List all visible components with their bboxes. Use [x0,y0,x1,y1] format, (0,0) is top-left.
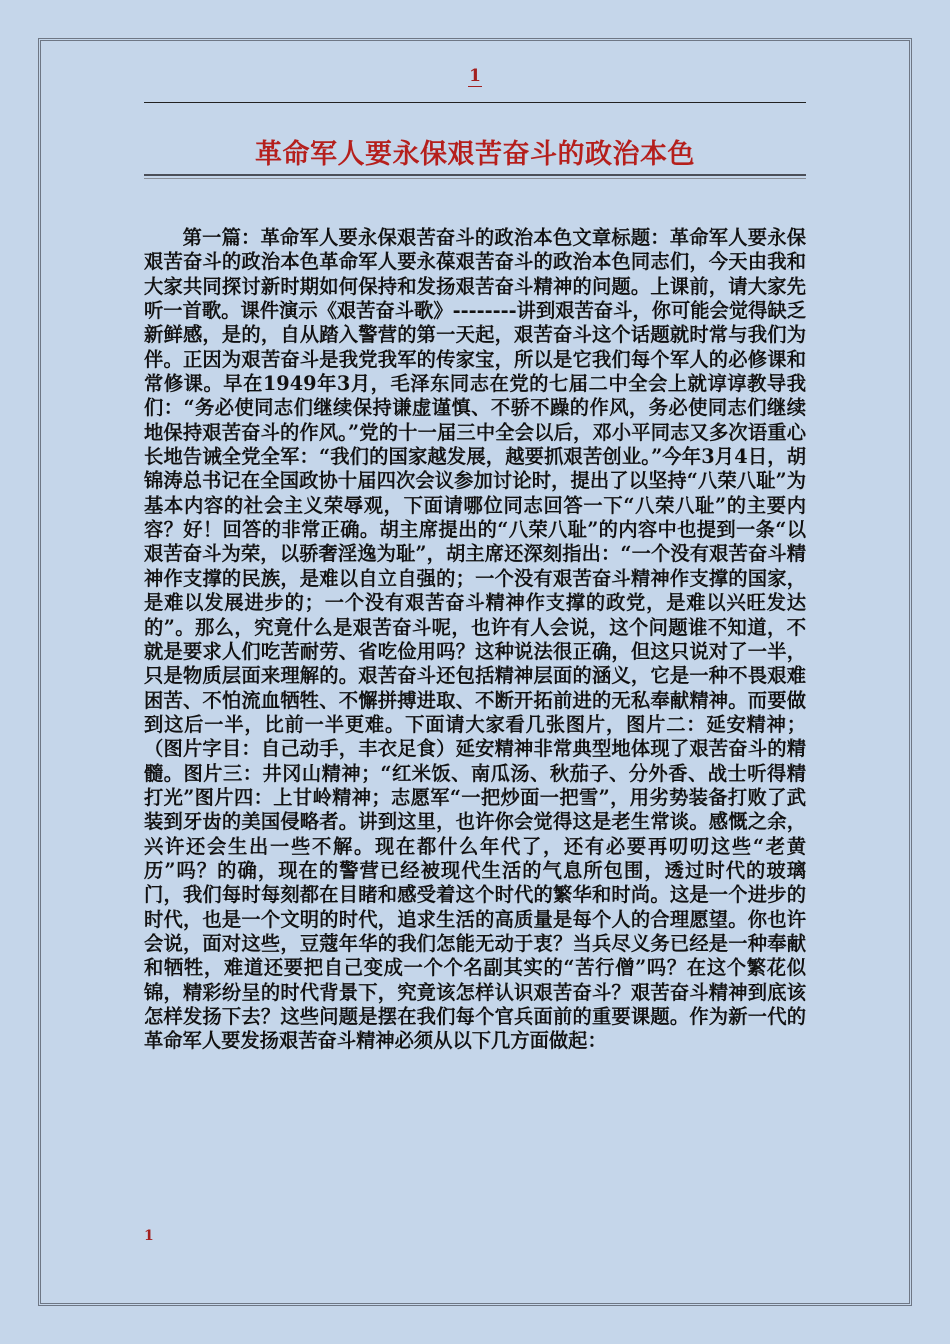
header-divider [144,102,806,103]
header-page-number [0,66,950,86]
title-divider [144,174,806,176]
document-title: 革命军人要永保艰苦奋斗的政治本色 [255,139,695,170]
title-divider-thin [144,178,806,179]
footer-page-number: 1 [144,1228,154,1244]
body-paragraph: 第一篇：革命军人要永保艰苦奋斗的政治本色文章标题：革命军人要永保艰苦奋斗的政治本色革命军人要永葆艰苦奋斗的政治本色同志们，今天由我和大家共同探讨新时期如何保持和发扬艰苦奋斗精神的问题。上课前，请大家先听一首歌。课件演示《艰苦奋斗歌》--------讲到艰苦奋斗，你可能会觉得缺乏新鲜感，是的，自从踏入警营的第一天起，艰苦奋斗这个话题就时常与我们为伴。正因为艰苦奋斗是我党我军的传家宝，所以是它我们每个军人的必修课和常修课。早在1949年3月，毛泽东同志在党的七届二中全会上就谆谆教导我们：“务必使同志们继续保持谦虚谨慎、不骄不躁的作风，务必使同志们继续地保持艰苦奋斗的作风。”党的十一届三中全会以后，邓小平同志又多次语重心长地告诫全党全军：“我们的国家越发展，越要抓艰苦创业。”今年3月4日，胡锦涛总书记在全国政协十届四次会议参加讨论时，提出了以坚持“八荣八耻”为基本内容的社会主义荣辱观，下面请哪位同志回答一下“八荣八耻”的主要内容？好！回答的非常正确。胡主席提出的“八荣八耻”的内容中也提到一条“以艰苦奋斗为荣，以骄奢淫逸为耻”，胡主席还深刻指出：“一个没有艰苦奋斗精神作支撑的民族，是难以自立自强的；一个没有艰苦奋斗精神作支撑的国家，是难以发展进步的；一个没有艰苦奋斗精神作支撑的政党，是难以兴旺发达的”。那么，究竟什么是艰苦奋斗呢，也许有人会说，这个问题谁不知道，不就是要求人们吃苦耐劳、省吃俭用吗？这种说法很正确，但这只说对了一半，只是物质层面来理解的。艰苦奋斗还包括精神层面的涵义，它是一种不畏艰难困苦、不怕流血牺牲、不懈拼搏进取、不断开拓前进的无私奉献精神。而要做到这后一半，比前一半更难。下面请大家看几张图片，图片二：延安精神；（图片字目：自己动手，丰衣足食）延安精神非常典型地体现了艰苦奋斗的精髓。图片三：井冈山精神；“红米饭、南瓜汤、秋茄子、分外香、战士听得精打光”图片四：上甘岭精神；志愿军“一把炒面一把雪”，用劣势装备打败了武装到牙齿的美国侵略者。讲到这里，也许你会觉得这是老生常谈。感慨之余，兴许还会生出一些不解。现在都什么年代了，还有必要再叨叨这些“老黄历”吗？的确，现在的警营已经被现代生活的气息所包围，透过时代的玻璃门，我们每时每刻都在目睹和感受着这个时代的繁华和时尚。这是一个进步的时代，也是一个文明的时代，追求生活的高质量是每个人的合理愿望。你也许会说，面对这些，豆蔻年华的我们怎能无动于衷？当兵尽义务已经是一种奉献和牺牲，难道还要把自己变成一个个名副其实的“苦行僧”吗？在这个繁花似锦，精彩纷呈的时代背景下，究竟该怎样认识艰苦奋斗？艰苦奋斗精神到底该怎样发扬下去？这些问题是摆在我们每个官兵面前的重要课题。作为新一代的革命军人要发扬艰苦奋斗精神必须从以下几方面做起： [144,226,806,1053]
header-page-number-text: 1 [469,66,481,86]
